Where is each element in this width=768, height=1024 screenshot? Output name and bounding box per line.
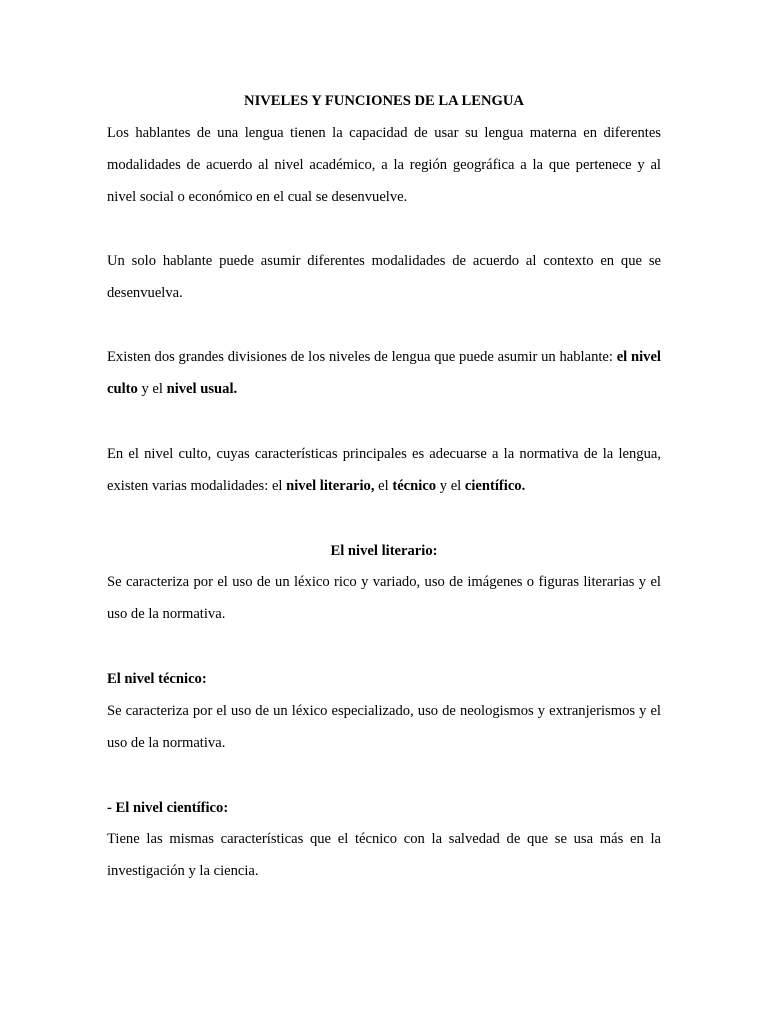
term-nivel-culto: el nivel culto xyxy=(107,349,661,397)
paragraph-nivel-literario: Se caracteriza por el uso de un léxico rico y variado, uso de imágenes o figuras literarias y el uso de la normativa. xyxy=(107,574,661,622)
paragraph-intro: Los hablantes de una lengua tienen la capacidad de usar su lengua materna en diferentes modalidades de acuerdo al nivel académico, a la región geográfica a la que pertenece y al nivel social o económico en el cual se desenvuelve. xyxy=(107,125,661,205)
document-title: NIVELES Y FUNCIONES DE LA LENGUA xyxy=(244,93,524,109)
paragraph-nivel-culto-text: En el nivel culto, cuyas características principales es adecuarse a la normativa de la lengua, existen varias modalidades: el xyxy=(107,446,661,494)
paragraph-nivel-culto xyxy=(107,438,661,502)
connector-text: y el xyxy=(436,478,465,494)
term-nivel-usual: nivel usual. xyxy=(166,381,238,397)
term-nivel-literario: nivel literario, xyxy=(286,478,375,494)
term-cientifico: científico. xyxy=(464,478,526,494)
paragraph-nivel-tecnico: Se caracteriza por el uso de un léxico especializado, uso de neologismos y extranjerismos y el uso de la normativa. xyxy=(107,703,661,751)
paragraph-divisions-text: Existen dos grandes divisiones de los niveles de lengua que puede asumir un hablante: xyxy=(107,349,617,365)
paragraph-single-speaker: Un solo hablante puede asumir diferentes modalidades de acuerdo al contexto en que se desenvuelva. xyxy=(107,253,661,301)
heading-nivel-cientifico: - El nivel científico: xyxy=(107,800,229,816)
term-tecnico: técnico xyxy=(392,478,437,494)
connector-text: y el xyxy=(137,381,167,397)
paragraph-nivel-cientifico: Tiene las mismas características que el técnico con la salvedad de que se usa más en la investigación y la ciencia. xyxy=(107,831,661,879)
heading-nivel-tecnico: El nivel técnico: xyxy=(107,671,207,687)
connector-text: el xyxy=(374,478,393,494)
heading-nivel-literario: El nivel literario: xyxy=(330,543,438,559)
paragraph-divisions xyxy=(107,341,661,405)
